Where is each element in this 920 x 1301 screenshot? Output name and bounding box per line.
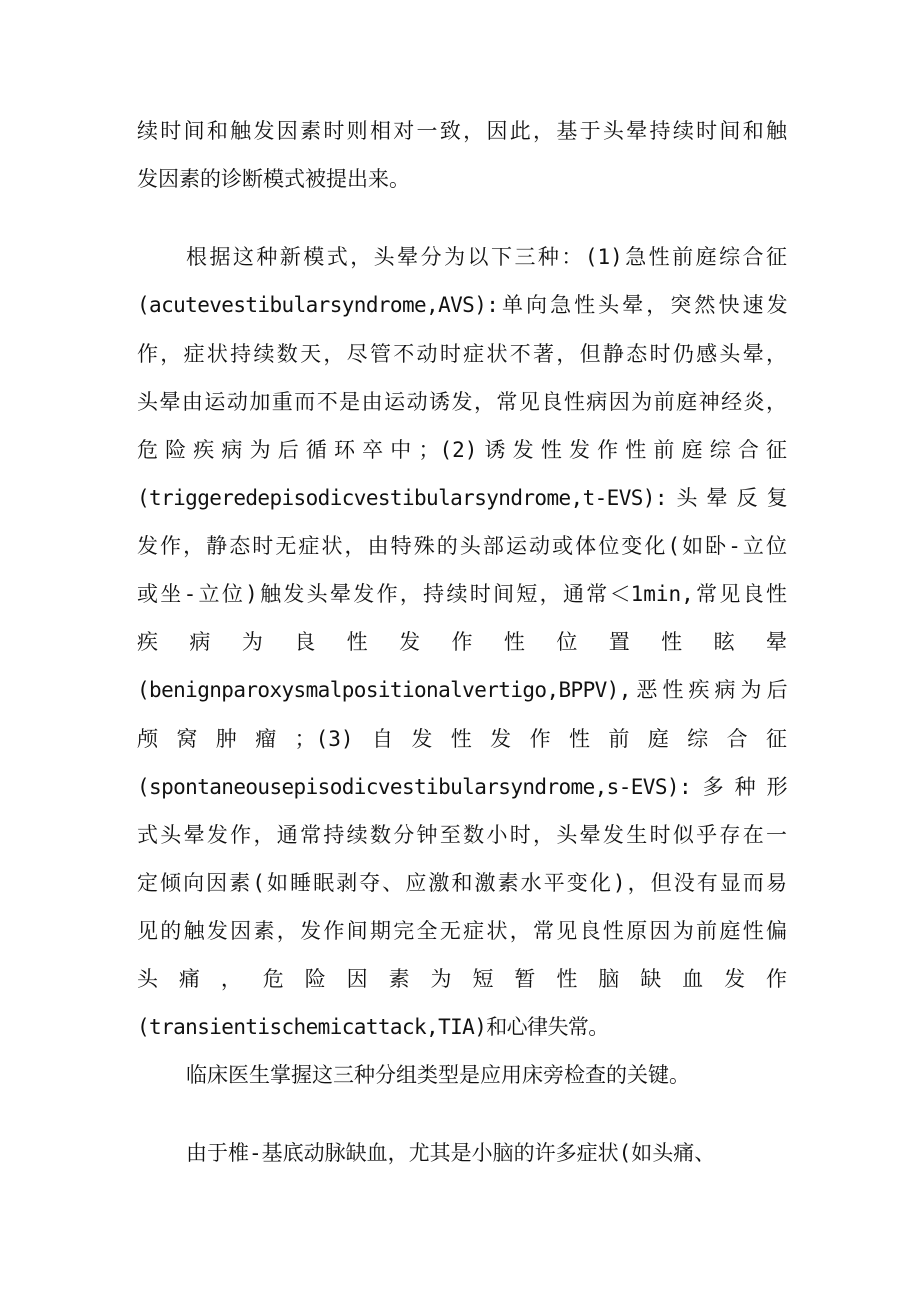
paragraph-2-line-2: (acutevestibularsyndrome,AVS):单向急性头晕，突然快速发 <box>137 293 787 317</box>
paragraph-2-line-13: 式头晕发作，通常持续数分钟至数小时，头晕发生时似乎存在一 <box>137 823 787 847</box>
paragraph-2-line-8: 或坐-立位)触发头晕发作，持续时间短，通常＜1min,常见良性 <box>137 582 787 606</box>
paragraph-2-line-16: 头痛，危险因素为短暂性脑缺血发作 <box>137 967 787 991</box>
paragraph-3-line-1: 临床医生掌握这三种分组类型是应用床旁检查的关键。 <box>186 1063 690 1087</box>
paragraph-2-line-5: 危险疾病为后循环卒中；(2)诱发性发作性前庭综合征 <box>137 438 787 462</box>
paragraph-2-line-17: (transientischemicattack,TIA)和心律失常。 <box>137 1015 609 1039</box>
paragraph-2-line-14: 定倾向因素(如睡眠剥夺、应激和激素水平变化)，但没有显而易 <box>137 871 787 895</box>
paragraph-2-line-4: 头晕由运动加重而不是由运动诱发，常见良性病因为前庭神经炎， <box>137 390 787 414</box>
paragraph-2-line-6: (triggeredepisodicvestibularsyndrome,t-EVS):头晕反复 <box>137 486 787 510</box>
paragraph-2-line-1: 根据这种新模式，头晕分为以下三种：(1)急性前庭综合征 <box>186 245 787 269</box>
paragraph-2-line-3: 作，症状持续数天，尽管不动时症状不著，但静态时仍感头晕， <box>137 342 787 366</box>
paragraph-2-line-7: 发作，静态时无症状，由特殊的头部运动或体位变化(如卧-立位 <box>137 534 787 558</box>
paragraph-2-line-15: 见的触发因素，发作间期完全无症状，常见良性原因为前庭性偏 <box>137 919 787 943</box>
paragraph-2-line-10: (benignparoxysmalpositionalvertigo,BPPV),恶性疾病为后 <box>137 678 787 702</box>
paragraph-2-line-11: 颅窝肿瘤；(3)自发性发作性前庭综合征 <box>137 727 787 751</box>
paragraph-2-line-9: 疾病为良性发作性位置性眩晕 <box>137 630 787 654</box>
paragraph-2-line-12: (spontaneousepisodicvestibularsyndrome,s-EVS):多种形 <box>137 775 787 799</box>
paragraph-1-line-1: 续时间和触发因素时则相对一致，因此，基于头晕持续时间和触 <box>137 119 787 143</box>
paragraph-4-line-1: 由于椎-基底动脉缺血，尤其是小脑的许多症状(如头痛、 <box>186 1141 716 1165</box>
paragraph-1-line-2: 发因素的诊断模式被提出来。 <box>137 167 410 191</box>
